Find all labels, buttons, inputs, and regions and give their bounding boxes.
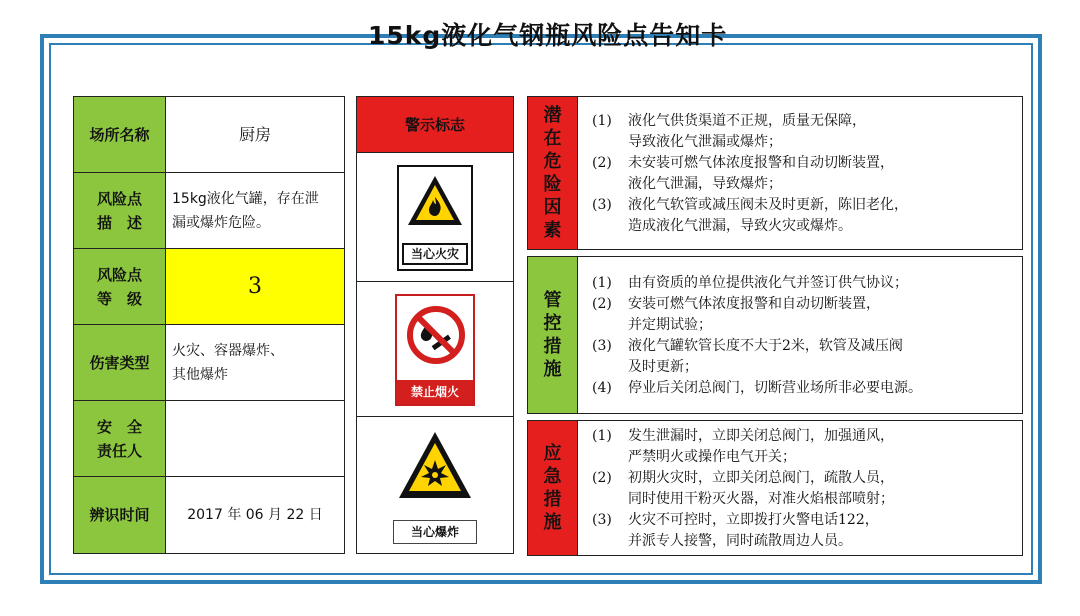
info-value-identify-date: 2017 年 06 月 22 日 [187,507,323,523]
section-label-controls: 管 控 措 施 [528,257,578,413]
list-item: (3) 火灾不可控时，立即拨打火警电话122， 并派专人接警，同时疏散周边人员。 [592,512,879,549]
info-table [73,96,345,554]
info-label-responsible: 安 全 责任人 [74,401,166,476]
section-label-emergency: 应 急 措 施 [528,421,578,555]
section-control-measures [527,256,1023,414]
info-row-risk-level [74,249,344,325]
sign-cell-explosion [357,418,513,553]
info-value-location: 厨房 [238,124,271,144]
no-fire-sign [395,294,475,406]
explosion-sign-caption: 当心爆炸 [393,520,477,544]
info-label-risk-level: 风险点 等 级 [74,249,166,324]
section-body-controls [578,257,1022,413]
beware-fire-sign [397,165,473,271]
list-item: (3) 液化气软管或减压阀未及时更新，陈旧老化， 造成液化气泄漏，导致火灾或爆炸。 [592,197,908,234]
no-fire-icon [405,304,467,366]
list-item: (2) 初期火灾时，立即关闭总阀门，疏散人员， 同时使用干粉灭火器，对准火焰根部喷射； [592,470,894,507]
section-body-emergency [578,421,1022,555]
explosion-warning-icon [397,430,473,502]
info-row-identify-date [74,477,344,553]
info-label-identify-date: 辨识时间 [74,477,166,553]
list-item: (1) 由有资质的单位提供液化气并签订供气协议； [592,275,908,291]
no-fire-sign-caption: 禁止烟火 [397,380,473,404]
section-body-hazards [578,97,1022,249]
fire-sign-caption: 当心火灾 [402,243,468,265]
risk-level-value: 3 [166,249,344,324]
section-emergency-measures [527,420,1023,556]
list-item: (1) 液化气供货渠道不正规，质量无保障， 导致液化气泄漏或爆炸； [592,113,866,150]
list-item: (3) 液化气罐软管长度不大于2米，软管及减压阀 及时更新； [592,338,903,375]
info-row-description [74,173,344,249]
info-label-harm-type: 伤害类型 [74,325,166,400]
warning-signs-header: 警示标志 [357,97,513,153]
info-row-harm-type [74,325,344,401]
section-label-hazards: 潜 在 危 险 因 素 [528,97,578,249]
list-item: (2) 未安装可燃气体浓度报警和自动切断装置， 液化气泄漏，导致爆炸； [592,155,894,192]
list-item: (1) 发生泄漏时，立即关闭总阀门，加强通风， 严禁明火或操作电气开关； [592,428,894,465]
info-label-description: 风险点 描 述 [74,173,166,248]
info-value-harm-type: 火灾、容器爆炸、 其他爆炸 [172,342,284,383]
fire-warning-icon [405,173,465,229]
list-item: (2) 安装可燃气体浓度报警和自动切断装置， 并定期试验； [592,296,880,333]
sign-cell-no-smoking [357,283,513,417]
info-label-location: 场所名称 [74,97,166,172]
list-item: (4) 停业后关闭总阀门，切断营业场所非必要电源。 [592,380,922,396]
info-row-responsible [74,401,344,477]
info-row-location [74,97,344,173]
warning-signs-column [356,96,514,554]
beware-explosion-sign [393,428,477,544]
info-value-description: 15kg液化气罐，存在泄 漏或爆炸危险。 [172,190,319,231]
sign-cell-fire [357,154,513,282]
section-potential-hazards [527,96,1023,250]
card-title: 15kg液化气钢瓶风险点告知卡 [368,21,728,50]
info-value-responsible [166,401,344,476]
